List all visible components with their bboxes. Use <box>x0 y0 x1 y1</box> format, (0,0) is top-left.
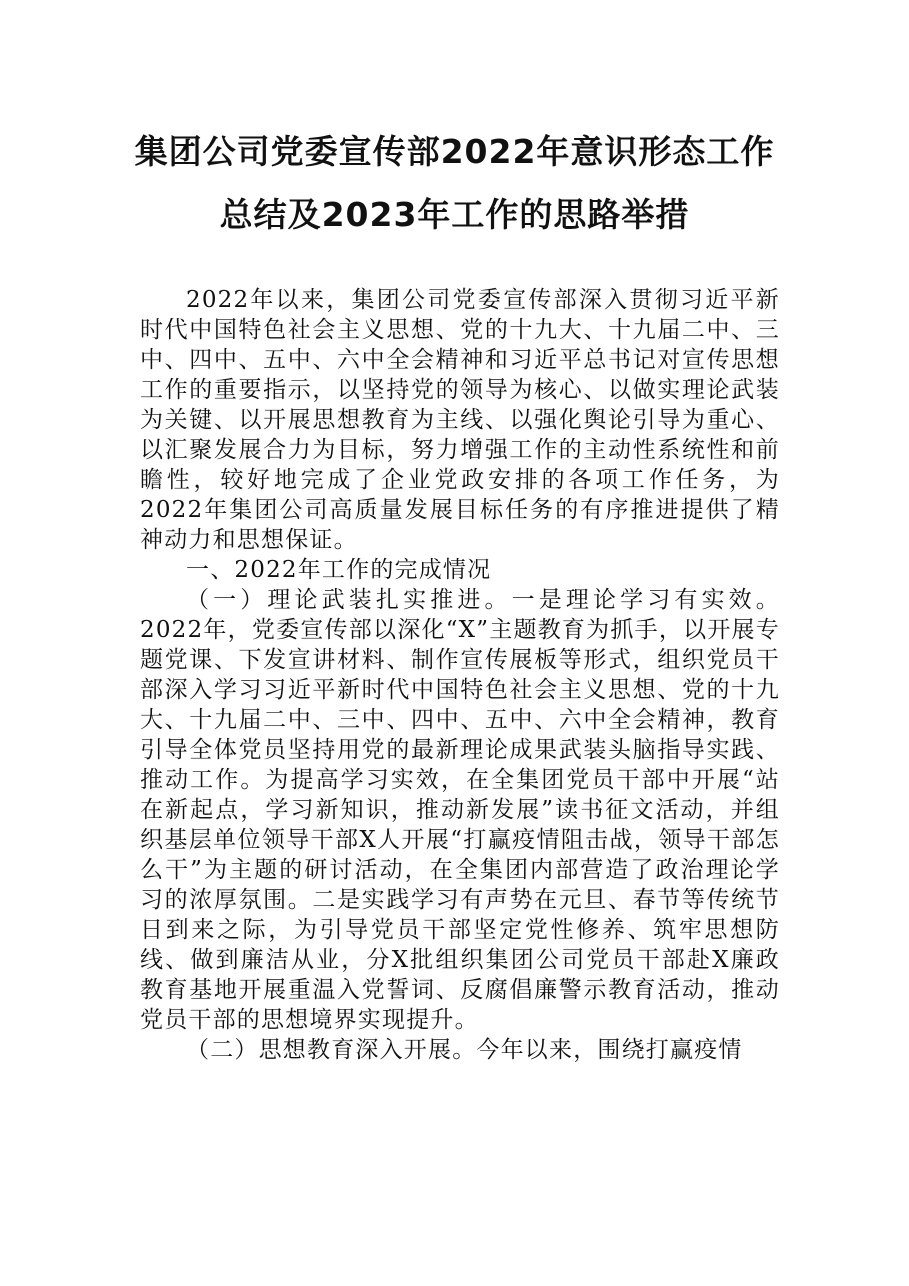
document-body <box>140 285 780 1065</box>
document-title-line-1: 集团公司党委宣传部2022年意识形态工作 <box>134 132 775 171</box>
document-title-line-2: 总结及2023年工作的思路举措 <box>219 195 690 234</box>
subsection-paragraph-2: （二）思想教育深入开展。今年以来，围绕打赢疫情 <box>186 1037 743 1063</box>
section-heading-1: 一、2022年工作的完成情况 <box>186 557 492 583</box>
intro-paragraph: 2022年以来，集团公司党委宣传部深入贯彻习近平新时代中国特色社会主义思想、党的十九大、十九届二中、三中、四中、五中、六中全会精神和习近平总书记对宣传思想工作的重要指示，以坚持党的领导为核心、以做实理论武装为关键、以开展思想教育为主线、以强化舆论引导为重心、以汇聚发展合力为目标，努力增强工作的主动性系统性和前瞻性，较好地完成了企业党政安排的各项工作任务，为2022年集团公司高质量发展目标任务的有序推进提供了精神动力和思想保证。 <box>140 287 780 553</box>
subsection-paragraph-1: （一）理论武装扎实推进。一是理论学习有实效。2022年，党委宣传部以深化“X”主题教育为抓手，以开展专题党课、下发宣讲材料、制作宣传展板等形式，组织党员干部深入学习习近平新时代中国特色社会主义思想、党的十九大、十九届二中、三中、四中、五中、六中全会精神，教育引导全体党员坚持用党的最新理论成果武装头脑指导实践、推动工作。为提高学习实效，在全集团党员干部中开展“站在新起点，学习新知识，推动新发展”读书征文活动，并组织基层单位领导干部X人开展“打赢疫情阻击战，领导干部怎么干”为主题的研讨活动，在全集团内部营造了政治理论学习的浓厚氛围。二是实践学习有声势在元旦、春节等传统节日到来之际，为引导党员干部坚定党性修养、筑牢思想防线、做到廉洁从业，分X批组织集团公司党员干部赴X廉政教育基地开展重温入党誓词、反腐倡廉警示教育活动，推动党员干部的思想境界实现提升。 <box>140 587 780 1033</box>
